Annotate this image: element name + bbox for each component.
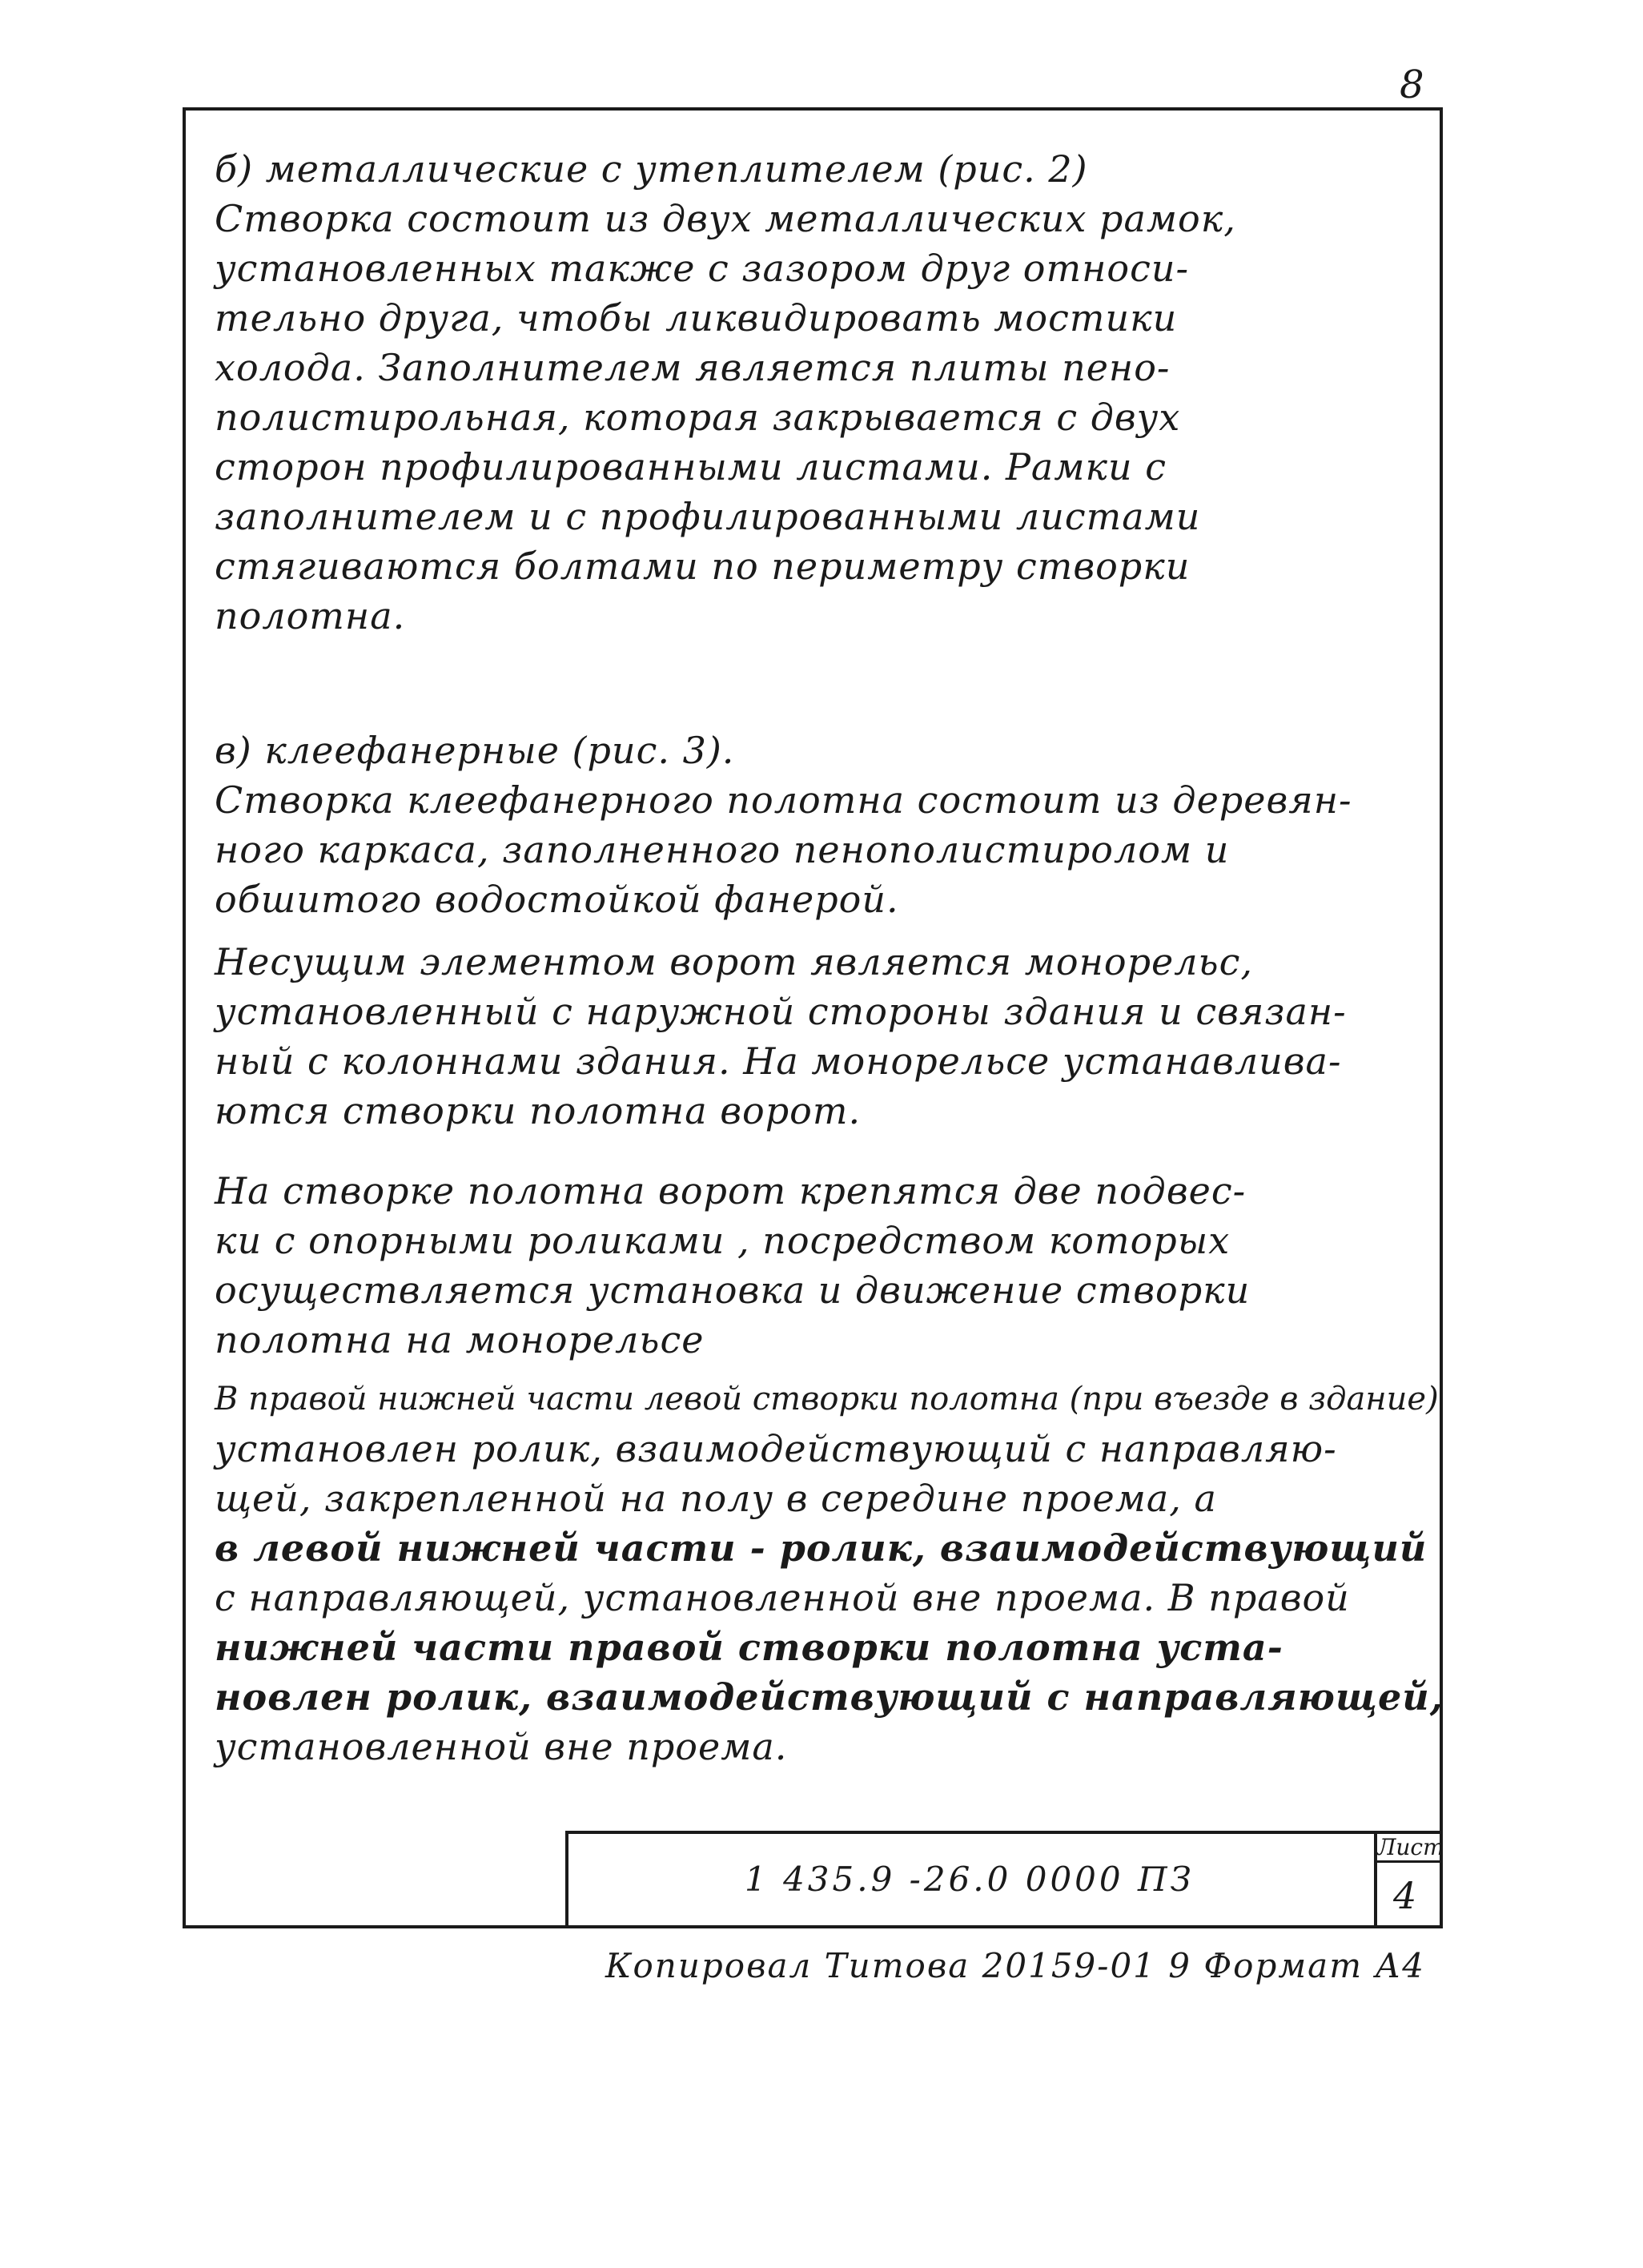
sheet-label: Лист	[1377, 1834, 1440, 1863]
text-line: полистирольная, которая закрывается с двух	[215, 396, 1181, 439]
sheet-number: 4	[1393, 1874, 1417, 1917]
text-line: сторон профилированными листами. Рамки с	[215, 445, 1167, 489]
footer-note: Копировал Титова 20159-01 9 Формат А4	[605, 1946, 1425, 1985]
text-line: в) клеефанерные (рис. 3).	[215, 729, 735, 772]
text-line: с направляющей, установленной вне проема. В правой	[215, 1576, 1350, 1619]
text-line: заполнителем и с профилированными листами	[215, 495, 1201, 538]
text-line: Створка клеефанерного полотна состоит из деревян-	[215, 778, 1352, 822]
text-line: полотна.	[215, 594, 406, 637]
document-code: 1 435.9 -26.0 0000 ПЗ	[745, 1860, 1195, 1899]
paragraph-rollers	[215, 1374, 1595, 1771]
text-line: В правой нижней части левой створки полотна (при въезде в здание)	[215, 1381, 1439, 1418]
text-line: установленный с наружной стороны здания и связан-	[215, 990, 1347, 1033]
text-line: Несущим элементом ворот является монорельс,	[215, 940, 1253, 983]
text-line: обшитого водостойкой фанерой.	[215, 878, 899, 921]
text-line: холода. Заполнителем является плиты пено-	[215, 346, 1171, 389]
text-line: б) металлические с утеплителем (рис. 2)	[215, 147, 1088, 191]
paragraph-plywood	[215, 726, 1595, 924]
stamp-divider	[565, 1831, 568, 1928]
text-line: в левой нижней части - ролик, взаимодействующий	[215, 1526, 1428, 1570]
text-line: ются створки полотна ворот.	[215, 1089, 862, 1132]
text-line: новлен ролик, взаимодействующий с направляющей,	[215, 1675, 1444, 1719]
text-line: полотна на монорельсе	[215, 1318, 705, 1361]
page-number: 8	[1400, 62, 1424, 107]
text-line: На створке полотна ворот крепятся две подвес-	[215, 1169, 1247, 1212]
text-line: осуществляется установка и движение створки	[215, 1269, 1251, 1312]
paragraph-hangers	[215, 1166, 1595, 1365]
text-line: стягиваются болтами по периметру створки	[215, 545, 1191, 588]
text-line: ный с колоннами здания. На монорельсе устанавлива-	[215, 1040, 1342, 1083]
text-line: установлен ролик, взаимодействующий с направляю-	[215, 1427, 1337, 1470]
text-line: нижней части правой створки полотна уста-	[215, 1626, 1283, 1669]
paragraph-metal-with-insulation	[215, 144, 1595, 641]
text-line: Створка состоит из двух металлических рамок,	[215, 197, 1236, 240]
text-line: тельно друга, чтобы ликвидировать мостики	[215, 296, 1178, 340]
text-line: ки с опорными роликами , посредством которых	[215, 1219, 1231, 1262]
text-line: ного каркаса, заполненного пенополистиролом и	[215, 828, 1230, 871]
text-line: щей, закрепленной на полу в середине проема, а	[215, 1477, 1217, 1520]
text-line: установленных также с зазором друг относи-	[215, 247, 1190, 290]
text-line: установленной вне проема.	[215, 1725, 788, 1768]
paragraph-monorail	[215, 937, 1595, 1136]
